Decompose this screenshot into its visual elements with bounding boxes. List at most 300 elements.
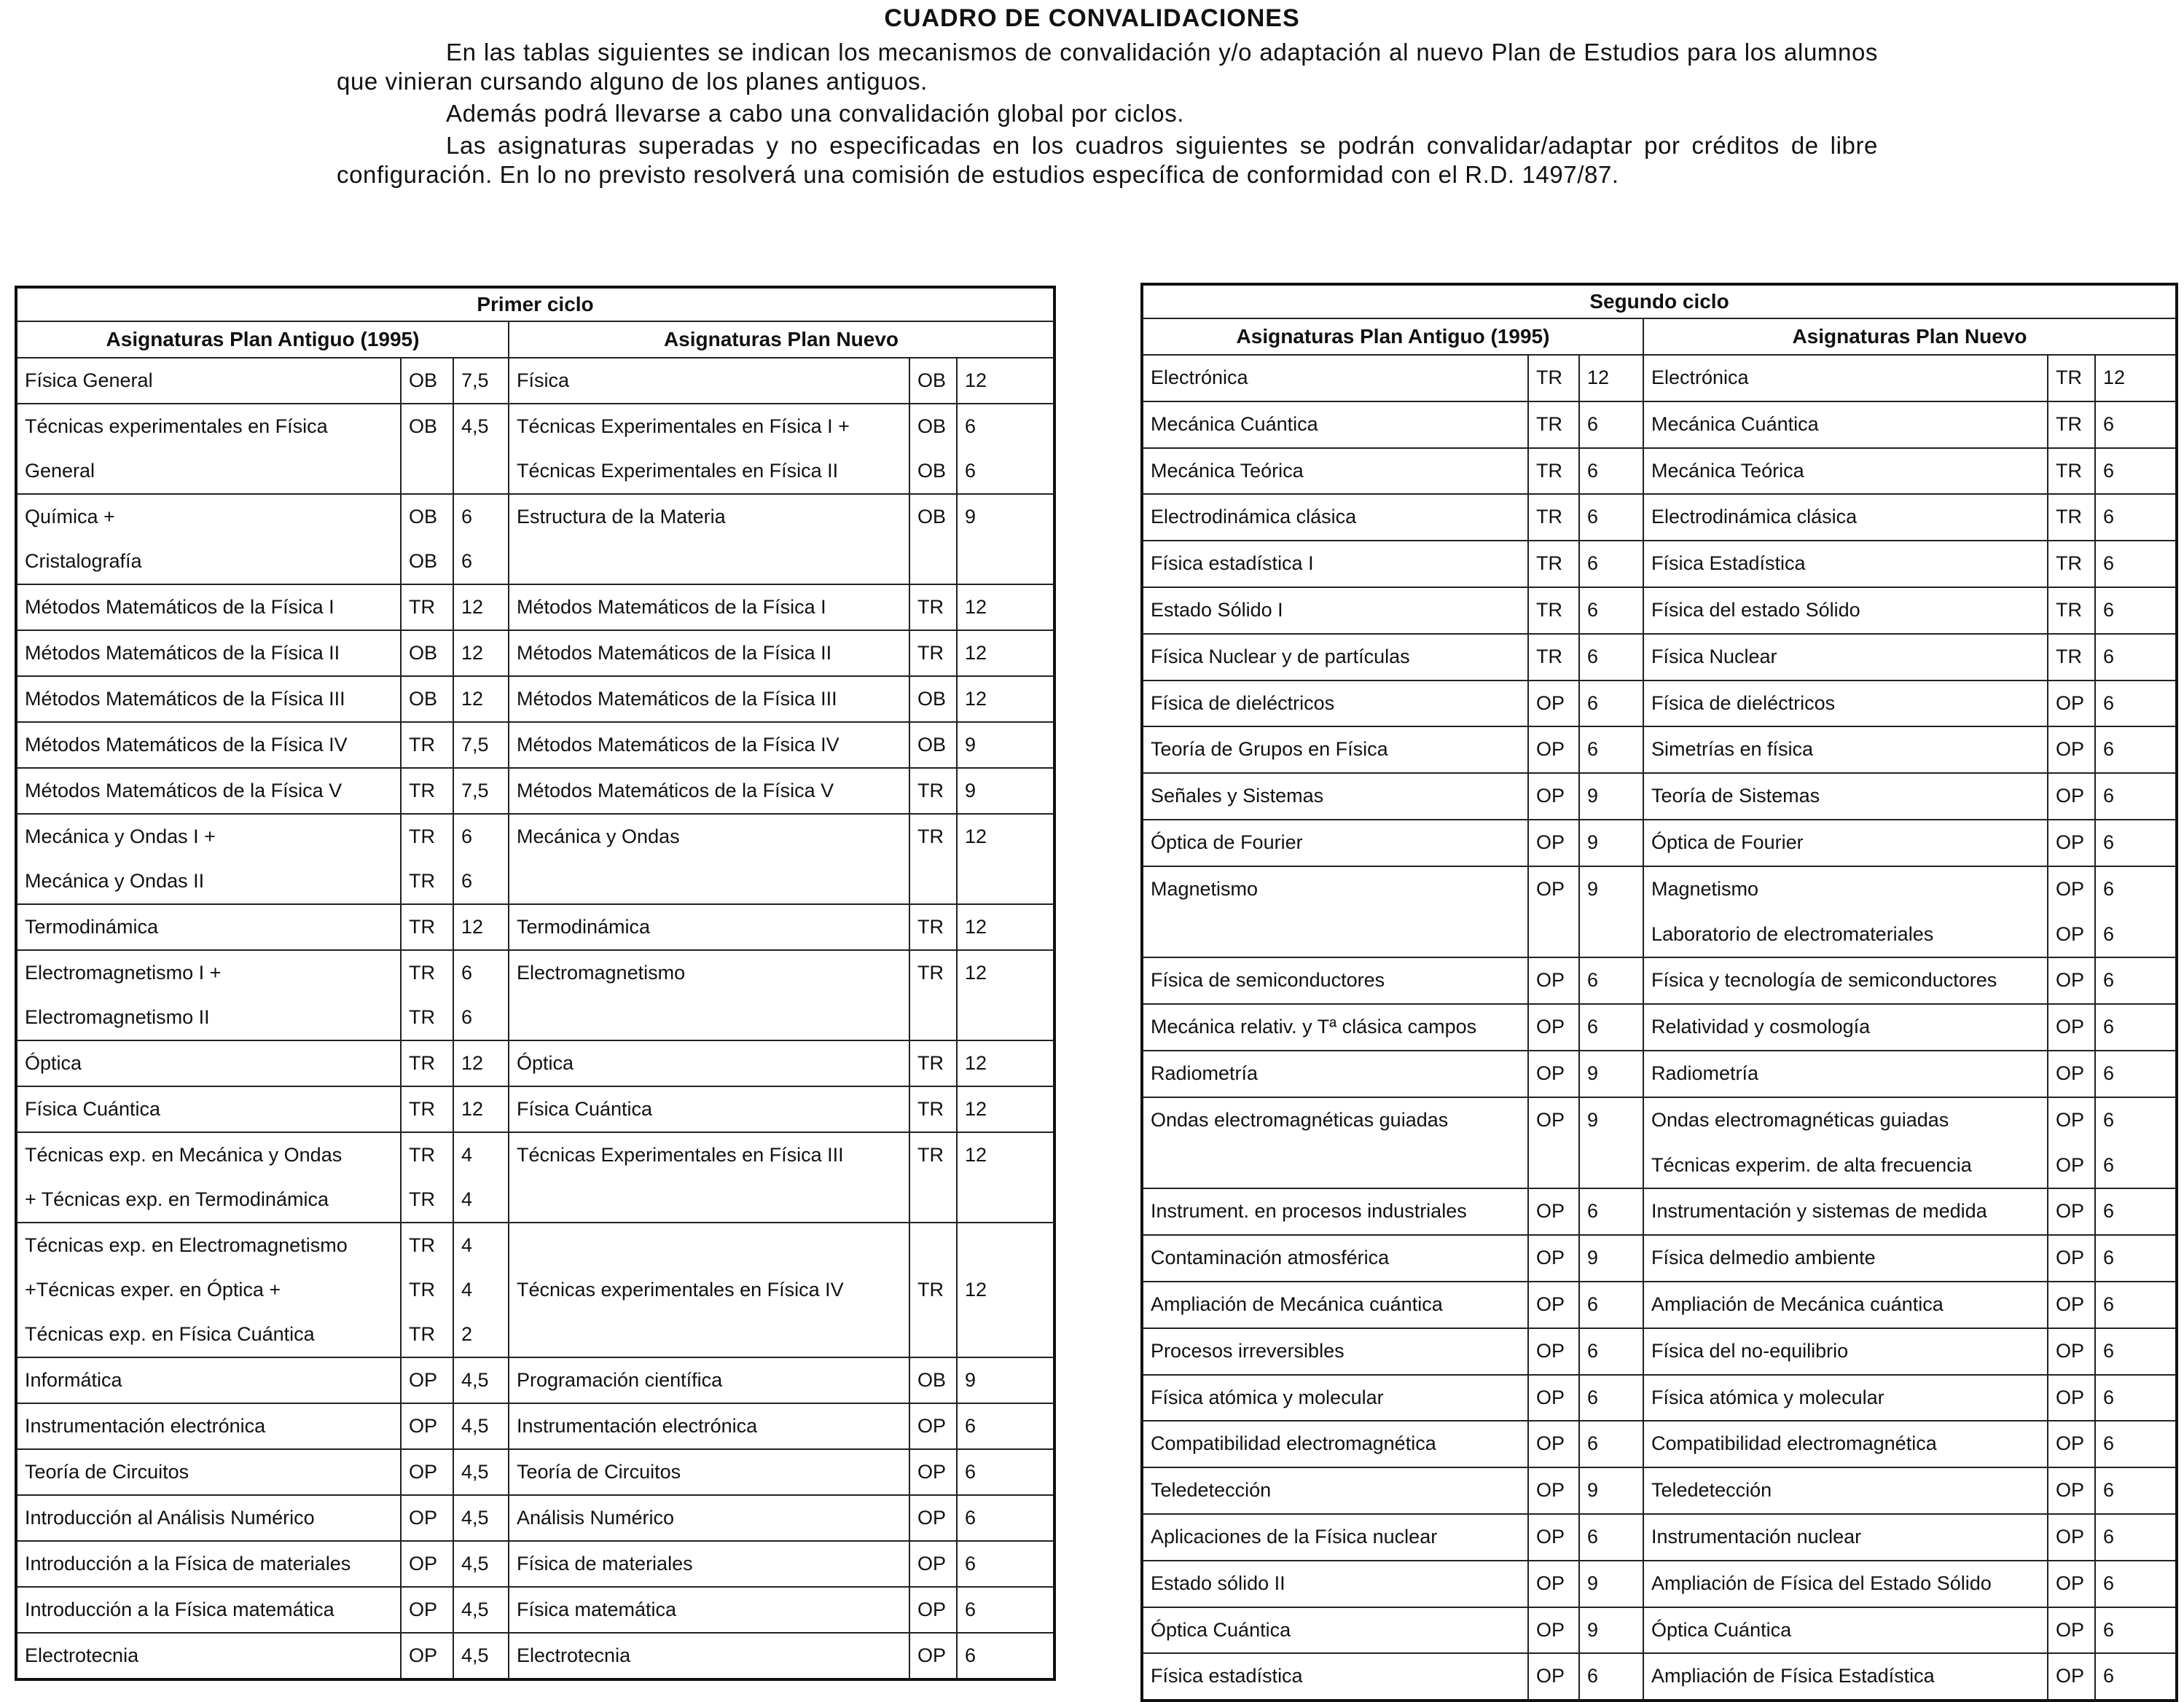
new-credits-cell bbox=[2095, 726, 2177, 773]
new-type-cell bbox=[909, 584, 957, 630]
old-credits-cell bbox=[1579, 634, 1643, 681]
new-subject-cell bbox=[1643, 1514, 2048, 1561]
new-type-cell bbox=[2048, 355, 2095, 401]
old-subject-cell bbox=[16, 494, 401, 584]
old-type-cell bbox=[401, 404, 453, 494]
new-subject-cell bbox=[509, 676, 909, 722]
old-credits: 4,5 bbox=[461, 1507, 489, 1529]
new-subject: Instrumentación nuclear bbox=[1651, 1525, 1862, 1548]
old-type-cell bbox=[1528, 1097, 1579, 1189]
new-credits-cell bbox=[957, 1587, 1054, 1633]
table-row bbox=[16, 676, 1054, 722]
old-subject: Introducción a la Física matemática bbox=[25, 1599, 334, 1620]
new-type: OP bbox=[2056, 1339, 2085, 1362]
new-subject-cell bbox=[1643, 541, 2048, 587]
segundo-ciclo-body bbox=[1142, 355, 2177, 1701]
new-subject-cell bbox=[509, 1086, 909, 1132]
old-credits-cell bbox=[1579, 726, 1643, 773]
table-row bbox=[1142, 773, 2177, 820]
new-credits-cell bbox=[2095, 494, 2177, 541]
new-credits: 6 bbox=[2103, 785, 2115, 807]
old-credits-cell bbox=[453, 584, 509, 630]
old-type-cell bbox=[1528, 1561, 1579, 1607]
old-credits: 12 bbox=[461, 642, 484, 664]
old-subject: Física Nuclear y de partículas bbox=[1151, 645, 1410, 667]
old-type-cell bbox=[1528, 587, 1579, 634]
new-type: OB bbox=[917, 460, 947, 482]
table-row bbox=[1142, 541, 2177, 587]
new-credits-cell bbox=[2095, 1375, 2177, 1421]
table-row bbox=[1142, 1421, 2177, 1467]
old-subject: Métodos Matemáticos de la Física III bbox=[25, 688, 345, 710]
old-credits-cell bbox=[453, 814, 509, 904]
old-credits: 6 bbox=[461, 825, 473, 847]
new-credits-cell bbox=[2095, 1235, 2177, 1282]
table-row bbox=[1142, 957, 2177, 1004]
new-subject-cell bbox=[1643, 1004, 2048, 1051]
old-subject-cell bbox=[1142, 1514, 1528, 1561]
old-credits-cell bbox=[1579, 1514, 1643, 1561]
new-credits-cell bbox=[2095, 1282, 2177, 1328]
old-credits-cell bbox=[453, 1223, 509, 1357]
new-credits: 6 bbox=[2103, 1062, 2115, 1084]
new-subject-cell bbox=[509, 1587, 909, 1633]
new-type: OP bbox=[2056, 1432, 2085, 1455]
new-type: OP bbox=[2056, 1293, 2085, 1315]
new-subject: Teoría de Circuitos bbox=[517, 1461, 681, 1483]
table-row bbox=[1142, 681, 2177, 727]
new-subject: Instrumentación y sistemas de medida bbox=[1651, 1200, 1987, 1223]
new-type: TR bbox=[2056, 412, 2082, 435]
old-credits-cell bbox=[453, 494, 509, 584]
new-type: OP bbox=[2056, 691, 2085, 714]
old-type-cell bbox=[401, 1132, 453, 1223]
new-credits-cell bbox=[957, 494, 1054, 584]
new-type-cell bbox=[2048, 401, 2095, 448]
old-type: OP bbox=[1536, 1432, 1565, 1455]
table-row bbox=[1142, 634, 2177, 681]
new-credits: 9 bbox=[965, 506, 976, 528]
new-subject: Simetrías en física bbox=[1651, 738, 1814, 761]
new-subject: Electromagnetismo bbox=[517, 962, 686, 984]
new-credits: 9 bbox=[965, 1369, 976, 1391]
primer-ciclo-table bbox=[15, 286, 1056, 1681]
old-subject: Instrumentación electrónica bbox=[25, 1415, 266, 1437]
table-row bbox=[1142, 494, 2177, 541]
old-credits-cell bbox=[1579, 681, 1643, 727]
new-subject-cell bbox=[1643, 401, 2048, 448]
new-credits: 9 bbox=[965, 780, 976, 801]
new-subject: Métodos Matemáticos de la Física III bbox=[517, 688, 837, 710]
new-credits: 6 bbox=[2103, 1386, 2115, 1408]
old-subject: Instrument. en procesos industriales bbox=[1151, 1200, 1467, 1223]
old-credits-cell bbox=[453, 358, 509, 404]
new-subject: Física de dieléctricos bbox=[1651, 691, 1836, 714]
old-subject: Electromagnetismo I + bbox=[25, 962, 222, 984]
old-type: TR bbox=[409, 596, 435, 618]
old-credits: 4 bbox=[461, 1144, 473, 1166]
table-row bbox=[16, 630, 1054, 676]
table-row bbox=[16, 768, 1054, 814]
new-subject-cell bbox=[1643, 1328, 2048, 1375]
old-subject-cell bbox=[16, 768, 401, 814]
old-subject: Métodos Matemáticos de la Física V bbox=[25, 780, 343, 801]
new-type-cell bbox=[2048, 634, 2095, 681]
old-type-cell bbox=[1528, 1607, 1579, 1654]
old-type-cell bbox=[1528, 866, 1579, 958]
table-row bbox=[1142, 1235, 2177, 1282]
new-subject: Mecánica Teórica bbox=[1651, 459, 1804, 482]
table-row bbox=[16, 1086, 1054, 1132]
old-subject-cell bbox=[1142, 401, 1528, 448]
new-subject-cell bbox=[509, 1223, 909, 1357]
new-subject: Física y tecnología de semiconductores bbox=[1651, 969, 1997, 992]
new-type: TR bbox=[2056, 645, 2082, 667]
old-type: OP bbox=[1536, 1200, 1565, 1223]
old-credits-cell bbox=[453, 1403, 509, 1449]
new-type-cell bbox=[2048, 1514, 2095, 1561]
new-subject: Electrodinámica clásica bbox=[1651, 506, 1858, 528]
old-type-cell bbox=[401, 950, 453, 1040]
new-type-cell bbox=[909, 358, 957, 404]
new-subject: Física de materiales bbox=[517, 1553, 693, 1574]
new-credits-cell bbox=[2095, 634, 2177, 681]
new-subject: Relatividad y cosmología bbox=[1651, 1016, 1871, 1038]
old-type-cell bbox=[401, 1040, 453, 1086]
old-subject: Teoría de Grupos en Física bbox=[1151, 738, 1388, 761]
new-credits-cell bbox=[2095, 1188, 2177, 1235]
old-subject: Electrónica bbox=[1151, 366, 1248, 388]
old-credits-cell bbox=[1579, 1235, 1643, 1282]
old-subject-cell bbox=[1142, 448, 1528, 495]
old-subject-cell bbox=[16, 1587, 401, 1633]
old-subject-cell bbox=[16, 1495, 401, 1541]
column-header-old-plan: Asignaturas Plan Antiguo (1995) bbox=[1142, 318, 1643, 355]
new-credits: 6 bbox=[2103, 1247, 2115, 1269]
old-type: TR bbox=[409, 1323, 435, 1345]
old-type: TR bbox=[409, 1234, 435, 1256]
old-credits: 6 bbox=[1587, 738, 1599, 761]
new-subject: Métodos Matemáticos de la Física I bbox=[517, 596, 826, 618]
table-row bbox=[1142, 1004, 2177, 1051]
old-credits: 9 bbox=[1587, 1572, 1599, 1594]
new-type-cell bbox=[909, 904, 957, 950]
new-credits-cell bbox=[2095, 957, 2177, 1004]
old-type-cell bbox=[401, 904, 453, 950]
table-row bbox=[16, 1495, 1054, 1541]
new-subject-cell bbox=[509, 950, 909, 1040]
new-subject-cell bbox=[509, 1449, 909, 1495]
old-type-cell bbox=[401, 1541, 453, 1587]
new-type-cell bbox=[2048, 1653, 2095, 1701]
table-row bbox=[1142, 448, 2177, 495]
old-credits: 4,5 bbox=[461, 1369, 489, 1391]
old-subject-cell bbox=[16, 814, 401, 904]
old-credits: 9 bbox=[1587, 1247, 1599, 1269]
old-subject-cell bbox=[1142, 1328, 1528, 1375]
old-subject-cell bbox=[1142, 541, 1528, 587]
new-subject: Teledetección bbox=[1651, 1479, 1772, 1502]
old-type-cell bbox=[1528, 355, 1579, 401]
new-type: OP bbox=[2056, 1665, 2085, 1687]
old-subject: Física de semiconductores bbox=[1151, 969, 1385, 992]
new-credits: 6 bbox=[965, 1507, 976, 1529]
new-subject: Métodos Matemáticos de la Física V bbox=[517, 780, 834, 801]
new-credits: 12 bbox=[965, 916, 987, 938]
new-subject-cell bbox=[509, 358, 909, 404]
old-subject-cell bbox=[1142, 1235, 1528, 1282]
new-type-cell bbox=[909, 768, 957, 814]
new-subject: Programación científica bbox=[517, 1369, 723, 1391]
old-type-cell bbox=[401, 722, 453, 768]
old-credits-cell bbox=[1579, 1607, 1643, 1654]
old-subject: Mecánica y Ondas I + bbox=[25, 825, 216, 847]
old-credits: 7,5 bbox=[461, 369, 489, 391]
new-type-cell bbox=[909, 494, 957, 584]
new-subject-cell bbox=[509, 768, 909, 814]
new-credits-cell bbox=[2095, 773, 2177, 820]
old-subject-cell bbox=[16, 1633, 401, 1679]
old-credits: 6 bbox=[1587, 1432, 1599, 1455]
old-credits: 6 bbox=[1587, 1016, 1599, 1038]
new-type-cell bbox=[909, 1449, 957, 1495]
new-subject-cell bbox=[1643, 726, 2048, 773]
new-credits: 6 bbox=[2103, 1108, 2115, 1131]
old-credits: 6 bbox=[1587, 969, 1599, 992]
old-credits-cell bbox=[1579, 1004, 1643, 1051]
new-credits: 6 bbox=[2103, 598, 2115, 621]
old-credits-cell bbox=[453, 676, 509, 722]
old-credits: 6 bbox=[1587, 1665, 1599, 1687]
old-type: TR bbox=[409, 870, 435, 892]
new-type-cell bbox=[2048, 866, 2095, 958]
old-credits: 6 bbox=[1587, 1339, 1599, 1362]
old-subject-cell bbox=[16, 1040, 401, 1086]
new-type-cell bbox=[909, 1223, 957, 1357]
old-subject-cell bbox=[1142, 820, 1528, 866]
old-credits-cell bbox=[1579, 1051, 1643, 1097]
new-credits-cell bbox=[957, 1495, 1054, 1541]
new-credits: 6 bbox=[2103, 1572, 2115, 1594]
new-credits: 6 bbox=[2103, 877, 2115, 900]
new-type-cell bbox=[909, 814, 957, 904]
new-subject-cell bbox=[1643, 1051, 2048, 1097]
old-type: OP bbox=[409, 1644, 438, 1666]
old-type-cell bbox=[401, 1633, 453, 1679]
table-row bbox=[1142, 1188, 2177, 1235]
old-subject: General bbox=[25, 460, 95, 482]
new-type-cell bbox=[2048, 820, 2095, 866]
new-type: OP bbox=[2056, 1200, 2085, 1223]
intro-paragraph-1: En las tablas siguientes se indican los mecanismos de convalidación y/o adaptación al nuevo Plan de Estudios para los alumnos que vinieran cursando alguno de los planes antiguos. bbox=[337, 39, 1878, 95]
new-credits-cell bbox=[2095, 1051, 2177, 1097]
new-credits: 6 bbox=[2103, 412, 2115, 435]
new-type-cell bbox=[2048, 957, 2095, 1004]
old-type: OB bbox=[409, 688, 438, 710]
new-credits: 6 bbox=[2103, 459, 2115, 482]
new-credits-cell bbox=[2095, 866, 2177, 958]
new-subject: Física del estado Sólido bbox=[1651, 598, 1860, 621]
old-credits-cell bbox=[1579, 1328, 1643, 1375]
old-credits-cell bbox=[453, 1086, 509, 1132]
old-credits-cell bbox=[1579, 494, 1643, 541]
new-subject-cell bbox=[509, 1403, 909, 1449]
new-credits-cell bbox=[2095, 1328, 2177, 1375]
new-credits: 6 bbox=[2103, 831, 2115, 853]
new-credits: 12 bbox=[965, 688, 987, 710]
old-subject-cell bbox=[1142, 1653, 1528, 1701]
old-credits-cell bbox=[453, 1587, 509, 1633]
old-type: OP bbox=[1536, 831, 1565, 853]
new-credits: 6 bbox=[965, 1599, 976, 1620]
old-type-cell bbox=[401, 494, 453, 584]
old-credits: 9 bbox=[1587, 1479, 1599, 1502]
new-credits: 6 bbox=[2103, 691, 2115, 714]
old-credits-cell bbox=[1579, 1188, 1643, 1235]
new-subject-cell bbox=[509, 814, 909, 904]
old-subject-cell bbox=[16, 676, 401, 722]
table-row bbox=[1142, 1051, 2177, 1097]
new-subject: Física Cuántica bbox=[517, 1098, 653, 1120]
old-credits-cell bbox=[1579, 541, 1643, 587]
table-row bbox=[1142, 1375, 2177, 1421]
new-subject: Técnicas Experimentales en Física I + bbox=[517, 415, 850, 437]
table-row bbox=[1142, 1467, 2177, 1514]
new-subject: Ampliación de Física del Estado Sólido bbox=[1651, 1572, 1992, 1594]
primer-ciclo-body bbox=[16, 358, 1054, 1679]
old-subject-cell bbox=[16, 358, 401, 404]
new-credits-cell bbox=[2095, 820, 2177, 866]
new-subject-cell bbox=[1643, 1561, 2048, 1607]
new-subject-cell bbox=[509, 722, 909, 768]
new-type-cell bbox=[2048, 1097, 2095, 1189]
old-type-cell bbox=[401, 768, 453, 814]
old-subject: Contaminación atmosférica bbox=[1151, 1247, 1390, 1269]
old-type: TR bbox=[1536, 412, 1562, 435]
table-caption: Segundo ciclo bbox=[1142, 284, 2177, 318]
old-subject-cell bbox=[16, 1132, 401, 1223]
new-subject-cell bbox=[509, 904, 909, 950]
new-type: OB bbox=[917, 369, 947, 391]
new-subject: Mecánica y Ondas bbox=[517, 825, 680, 847]
old-credits: 9 bbox=[1587, 831, 1599, 853]
new-subject-cell bbox=[1643, 587, 2048, 634]
table-row bbox=[16, 1403, 1054, 1449]
new-type-cell bbox=[2048, 1004, 2095, 1051]
table-row bbox=[16, 1633, 1054, 1679]
old-credits: 4,5 bbox=[461, 1415, 489, 1437]
page-title: CUADRO DE CONVALIDACIONES bbox=[884, 4, 1300, 32]
old-credits: 9 bbox=[1587, 877, 1599, 900]
old-subject-cell bbox=[16, 630, 401, 676]
new-type: TR bbox=[917, 825, 944, 847]
table-row bbox=[1142, 401, 2177, 448]
new-type: OB bbox=[917, 734, 947, 756]
new-subject: Ampliación de Mecánica cuántica bbox=[1651, 1293, 1944, 1315]
new-credits: 6 bbox=[2103, 738, 2115, 761]
old-subject: Estado sólido II bbox=[1151, 1572, 1285, 1594]
old-type: TR bbox=[409, 825, 435, 847]
old-credits-cell bbox=[453, 404, 509, 494]
table-row bbox=[1142, 1514, 2177, 1561]
old-subject: Mecánica relativ. y Tª clásica campos bbox=[1151, 1016, 1477, 1038]
new-subject-cell bbox=[1643, 1282, 2048, 1328]
new-type-cell bbox=[2048, 587, 2095, 634]
old-subject: Introducción a la Física de materiales bbox=[25, 1553, 351, 1574]
new-type-cell bbox=[909, 722, 957, 768]
new-credits: 6 bbox=[965, 1644, 976, 1666]
new-credits: 6 bbox=[2103, 1432, 2115, 1455]
new-subject-cell bbox=[509, 404, 909, 494]
old-credits: 4,5 bbox=[461, 1553, 489, 1574]
new-type: OP bbox=[2056, 785, 2085, 807]
old-credits: 6 bbox=[461, 550, 473, 572]
old-subject: Física estadística bbox=[1151, 1665, 1303, 1687]
new-type-cell bbox=[2048, 681, 2095, 727]
old-credits-cell bbox=[1579, 1653, 1643, 1701]
old-subject-cell bbox=[1142, 1561, 1528, 1607]
old-subject: Introducción al Análisis Numérico bbox=[25, 1507, 315, 1529]
new-subject-cell bbox=[1643, 957, 2048, 1004]
table-row bbox=[1142, 1282, 2177, 1328]
old-type: OP bbox=[1536, 1525, 1565, 1548]
table-row bbox=[16, 1587, 1054, 1633]
new-credits: 6 bbox=[2103, 1293, 2115, 1315]
old-type: TR bbox=[409, 734, 435, 756]
new-credits-cell bbox=[2095, 1514, 2177, 1561]
new-subject-cell bbox=[509, 584, 909, 630]
new-type: OP bbox=[917, 1599, 947, 1620]
old-type: TR bbox=[409, 1144, 435, 1166]
old-credits: 6 bbox=[1587, 1200, 1599, 1223]
new-subject-cell bbox=[1643, 820, 2048, 866]
new-subject-cell bbox=[1643, 355, 2048, 401]
new-type: TR bbox=[2056, 366, 2082, 388]
new-type: OP bbox=[2056, 1108, 2085, 1131]
new-credits-cell bbox=[2095, 1607, 2177, 1654]
table-row bbox=[1142, 587, 2177, 634]
old-subject-cell bbox=[1142, 1004, 1528, 1051]
new-type-cell bbox=[909, 1357, 957, 1403]
old-type: OB bbox=[409, 642, 438, 664]
new-type: OP bbox=[2056, 1016, 2085, 1038]
new-subject: Laboratorio de electromateriales bbox=[1651, 922, 1934, 945]
new-credits: 6 bbox=[2103, 1200, 2115, 1223]
new-type-cell bbox=[2048, 494, 2095, 541]
new-type-cell bbox=[909, 1587, 957, 1633]
old-credits: 6 bbox=[1587, 506, 1599, 528]
old-subject: Técnicas exp. en Física Cuántica bbox=[25, 1323, 315, 1345]
new-type-cell bbox=[909, 1086, 957, 1132]
old-type-cell bbox=[401, 1357, 453, 1403]
new-credits: 6 bbox=[2103, 969, 2115, 992]
new-type-cell bbox=[909, 1633, 957, 1679]
new-type: OP bbox=[2056, 969, 2085, 992]
new-credits: 12 bbox=[965, 1279, 987, 1301]
old-type: TR bbox=[409, 1188, 435, 1210]
old-credits: 6 bbox=[1587, 691, 1599, 714]
old-subject: Electrodinámica clásica bbox=[1151, 506, 1357, 528]
new-type-cell bbox=[2048, 1188, 2095, 1235]
new-credits-cell bbox=[957, 358, 1054, 404]
new-credits: 6 bbox=[2103, 1618, 2115, 1641]
new-credits: 12 bbox=[965, 1144, 987, 1166]
old-credits: 4 bbox=[461, 1188, 473, 1210]
old-subject-cell bbox=[1142, 1097, 1528, 1189]
new-credits: 6 bbox=[2103, 1016, 2115, 1038]
table-caption: Primer ciclo bbox=[16, 287, 1054, 321]
new-type: TR bbox=[917, 596, 944, 618]
